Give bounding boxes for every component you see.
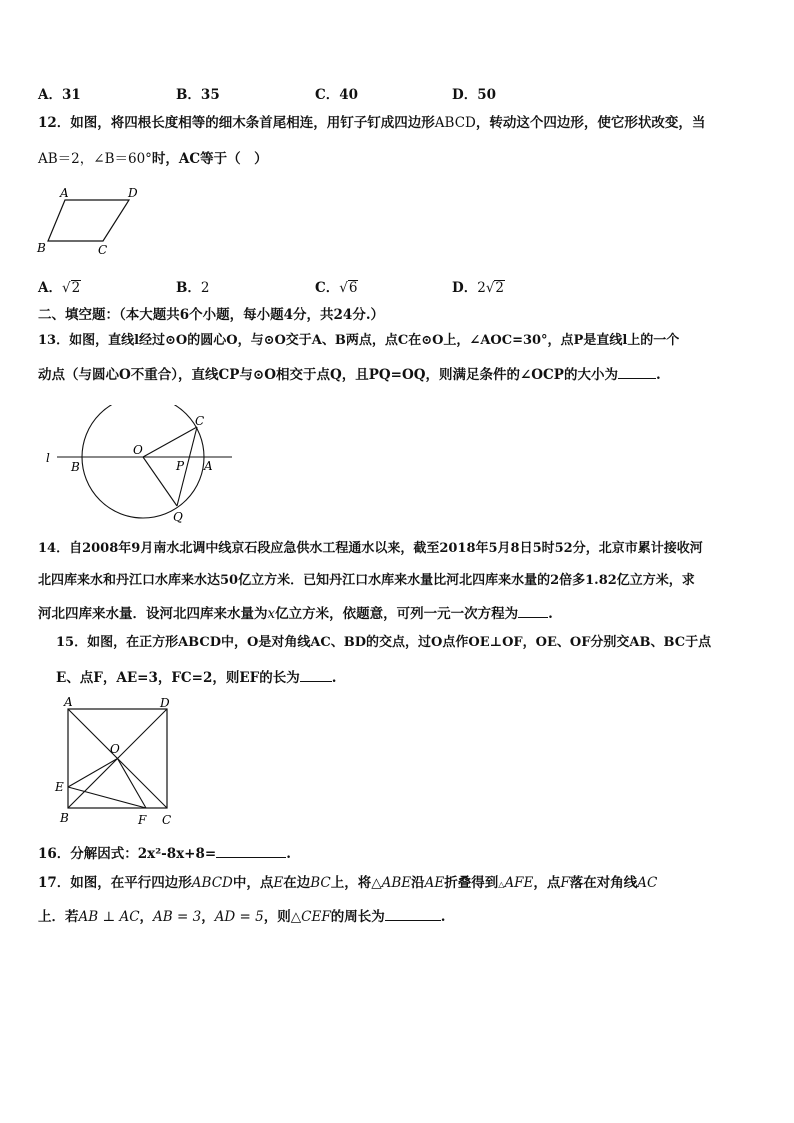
q13-circle-figure [40, 405, 240, 527]
label-c: C [195, 414, 205, 428]
q12-option-c: C．√6 [315, 280, 358, 296]
label-d: D [128, 186, 138, 200]
q12-line-1: 12．如图，将四根长度相等的细木条首尾相连，用钉子钉成四边形ABCD，转动这个四边形，使它形状改变，当 [38, 115, 706, 131]
segment-ef [68, 787, 146, 808]
label-d: D [160, 696, 170, 710]
label-c: C [162, 813, 172, 827]
q13-line-2: 动点（与圆心O不重合），直线CP与⊙O相交于点Q，且PQ=OQ，则满足条件的∠OCP的大小为 . [38, 364, 661, 384]
segment-oc [143, 427, 197, 457]
q15-line-1: 15．如图，在正方形ABCD中，O是对角线AC、BD的交点，过O点作OE⊥OF，OE、OF分别交AB、BC于点 [56, 635, 712, 650]
label-p: P [176, 459, 185, 473]
q12-option-a: A．√2 [38, 280, 81, 296]
q11-option-c: C．40 [315, 87, 359, 103]
q14-line-2: 北四库来水和丹江口水库来水达50亿立方米．已知丹江口水库来水量比河北四库来水量的2倍多1.82亿立方米，求 [38, 573, 695, 588]
label-f: F [138, 813, 147, 827]
q11-option-d: D．50 [452, 87, 497, 103]
rhombus-abcd [48, 200, 129, 241]
label-l: l [46, 451, 50, 465]
q12-rhombus-figure [34, 185, 144, 257]
label-o: O [110, 742, 120, 756]
q12-option-d: D．2√2 [452, 280, 505, 296]
q14-line-3: 河北四库来水量．设河北四库来水量为x亿立方米，依题意，可列一元一次方程为 . [38, 603, 553, 623]
label-b: B [60, 811, 69, 825]
circle-o [82, 405, 204, 518]
q12-line-2: AB＝2，∠B＝60°时，AC等于（ ） [38, 151, 268, 167]
q17-line-1: 17．如图，在平行四边形ABCD中，点E在边BC上，将△ABE沿AE折叠得到△AFE，点F落在对角线AC [38, 875, 658, 891]
q13-line-1: 13．如图，直线l经过⊙O的圆心O，与⊙O交于A、B两点，点C在⊙O上，∠AOC=30°，点P是直线l上的一个 [38, 333, 680, 348]
q11-option-b: B．35 [176, 87, 220, 103]
q12-option-b: B．2 [176, 280, 210, 296]
label-q: Q [173, 510, 183, 524]
section-2-heading: 二、填空题：（本大题共6个小题，每小题4分，共24分.） [38, 307, 385, 323]
label-e: E [55, 780, 64, 794]
label-o: O [133, 443, 143, 457]
q15-line-2: E、点F，AE=3，FC=2，则EF的长为 . [56, 667, 336, 687]
label-c: C [98, 243, 108, 257]
q17-line-2: 上．若AB ⊥ AC，AB = 3，AD = 5，则△CEF的周长为 . [38, 906, 445, 926]
label-a: A [60, 186, 69, 200]
segment-oq [143, 457, 177, 506]
q11-option-a: A．31 [38, 87, 81, 103]
label-b: B [37, 241, 46, 255]
label-a: A [204, 459, 213, 473]
q14-line-1: 14．自2008年9月南水北调中线京石段应急供水工程通水以来，截至2018年5月8日5时52分，北京市累计接收河 [38, 541, 703, 556]
q16-line: 16．分解因式：2x²-8x+8= . [38, 843, 291, 863]
label-a: A [64, 695, 73, 709]
label-b: B [71, 460, 80, 474]
q15-square-figure [52, 693, 184, 829]
